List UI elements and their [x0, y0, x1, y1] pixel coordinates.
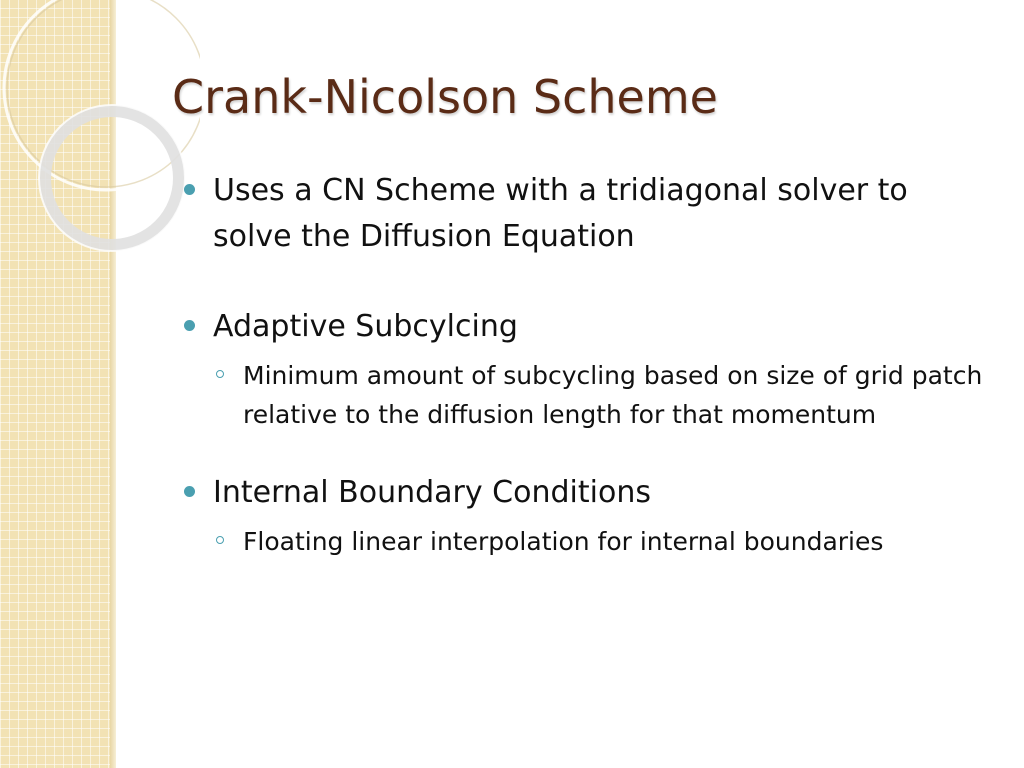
bullet-item: [184, 168, 984, 260]
sub-bullet-text: Floating linear interpolation for internal boundaries: [243, 527, 884, 556]
sub-bullet-text: Minimum amount of subcycling based on size of grid patch relative to the diffusion length for that momentum: [243, 361, 983, 429]
bullet-text: Adaptive Subcylcing: [213, 309, 518, 344]
bullet-item: [184, 304, 984, 350]
slide-title: Crank-Nicolson Scheme: [172, 70, 718, 124]
bullet-item: [184, 470, 984, 516]
bullet-list: [184, 168, 984, 597]
decorative-circle-large: [4, 0, 200, 190]
sub-bullet-item: [215, 356, 984, 434]
sub-bullet-ring-icon: [216, 536, 224, 544]
sub-bullet-item: [215, 522, 984, 561]
bullet-text: Internal Boundary Conditions: [213, 475, 651, 510]
sub-bullet-list: [184, 522, 984, 561]
sub-bullet-list: [184, 356, 984, 434]
decorative-circles: [0, 0, 200, 260]
bullet-text: Uses a CN Scheme with a tridiagonal solver to solve the Diffusion Equation: [213, 173, 908, 254]
bullet-dot-icon: [184, 184, 195, 195]
sub-bullet-ring-icon: [216, 370, 224, 378]
bullet-dot-icon: [184, 320, 195, 331]
bullet-dot-icon: [184, 486, 195, 497]
